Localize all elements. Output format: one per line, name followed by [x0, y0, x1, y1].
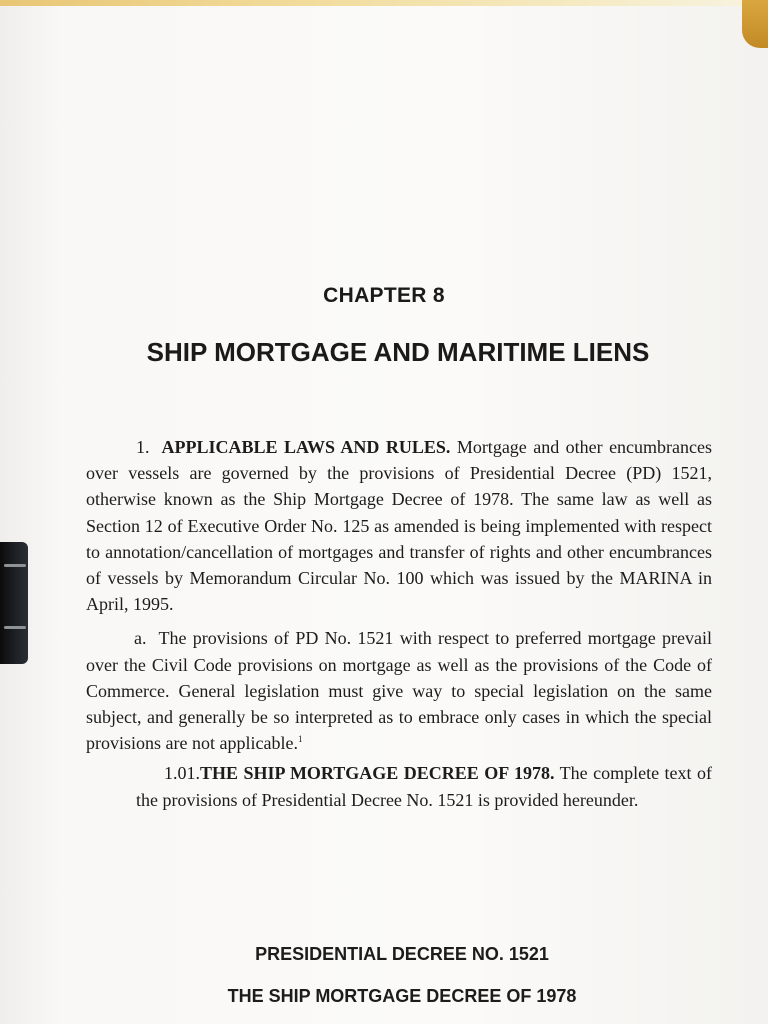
- chapter-label: CHAPTER 8: [323, 284, 445, 307]
- section-text: Mortgage and other encumbrances over vessels are governed by the provisions of Presidential Decree (PD) 1521, otherwise known as the Ship Mortgage Decree of 1978. The same law as well as Section 12 of Executive Order No. 125 as amended is being implemented with respect to annotation/cancellation of mortgages and transfer of rights and other encumbrances of vessels by Memorandum Circular No. 100 which was issued by the MARINA in April, 1995.: [86, 437, 713, 615]
- page-top-edge: [0, 0, 768, 6]
- section-1-paragraph: [86, 434, 712, 617]
- section-heading: APPLICABLE LAWS AND RULES.: [161, 437, 451, 457]
- corner-clip: [742, 0, 768, 48]
- chapter-title: SHIP MORTGAGE AND MARITIME LIENS: [146, 337, 650, 367]
- subsection-text: The complete text of the provisions of Presidential Decree No. 1521 is provided hereunder.: [136, 763, 712, 810]
- subsection-number: 1.01.: [164, 763, 200, 784]
- binder-wire: [4, 626, 26, 629]
- subsection-1-01: [136, 760, 712, 812]
- body-text: [86, 434, 712, 813]
- subsection-heading: THE SHIP MORTGAGE DECREE OF 1978.: [200, 763, 555, 784]
- footnote-ref: 1: [297, 734, 303, 745]
- binder-clip: [0, 542, 28, 664]
- paragraph-a-text: The provisions of PD No. 1521 with respect to preferred mortgage prevail over the Civil Code provisions on mortgage as well as the provisions of the Code of Commerce. General legislation must give way to special legislation on the same subject, and generally be so interpreted as to embrace only cases in which the special provisions are not applicable.: [86, 628, 712, 754]
- paragraph-a: [86, 625, 712, 756]
- decree-title: PRESIDENTIAL DECREE NO. 1521: [255, 944, 549, 964]
- binder-wire: [4, 564, 26, 567]
- section-number: 1.: [136, 437, 150, 457]
- decree-subtitle: THE SHIP MORTGAGE DECREE OF 1978: [227, 986, 577, 1006]
- paragraph-letter: a.: [134, 628, 147, 649]
